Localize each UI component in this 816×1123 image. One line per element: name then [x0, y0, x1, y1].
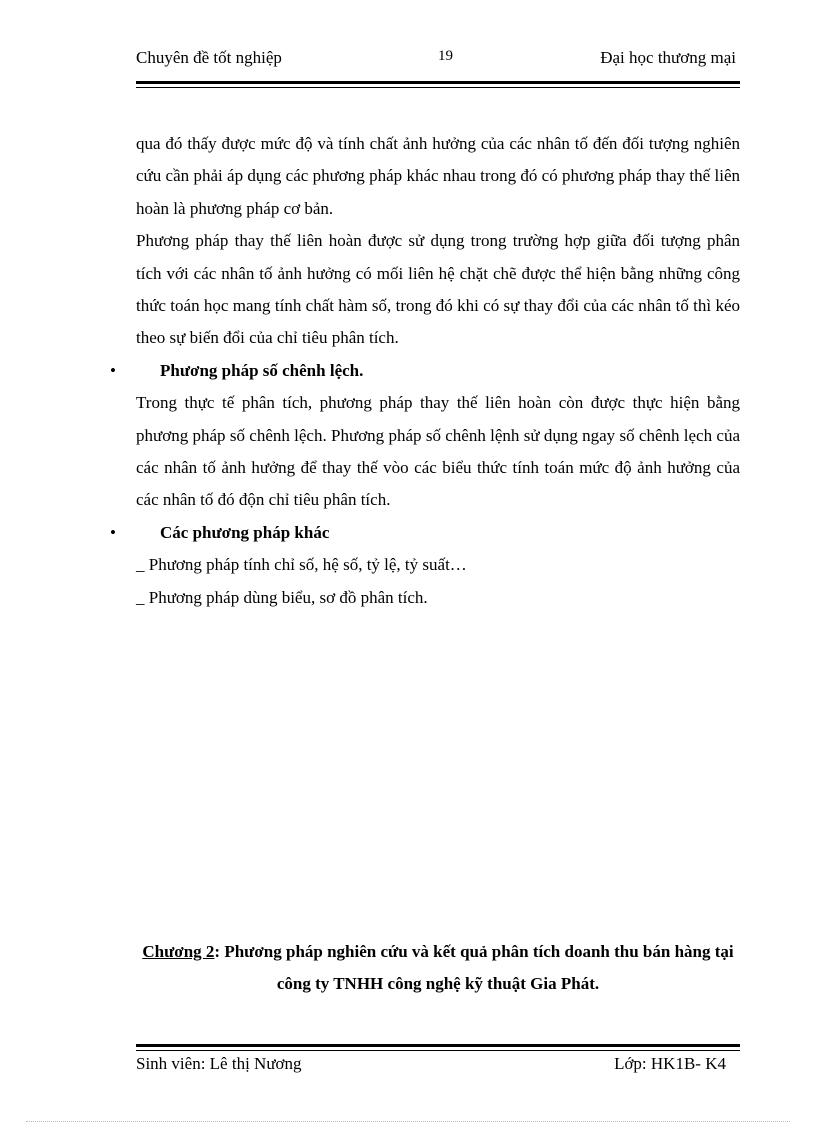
- bullet-icon: •: [110, 360, 116, 380]
- header-right-text: Đại học thương mại: [600, 48, 736, 67]
- bullet-heading-2-text: Các phương pháp khác: [160, 522, 330, 542]
- page-number: 19: [438, 48, 453, 64]
- list-item-1: _ Phương pháp tính chỉ số, hệ số, tỷ lệ, tỷ suất…: [136, 555, 467, 575]
- footer-student: Sinh viên: Lê thị Nương: [136, 1054, 302, 1073]
- paragraph-1: qua đó thấy được mức độ và tính chất ảnh hưởng của các nhân tố đến đối tượng nghiên cứu cần phải áp dụng các phương pháp khác nhau trong đó có phương pháp thay thế liên hoàn là phương pháp cơ bản.: [136, 134, 740, 218]
- paragraph-2: Phương pháp thay thế liên hoàn được sử dụng trong trường hợp giữa đối tượng phân tích với các nhân tố ảnh hưởng có mối liên hệ chặt chẽ được thể hiện bằng những công thức toán học mang tính chất hàm số, trong đó khi có sự thay đổi của các nhân tố thì kéo theo sự biến đổi của chỉ tiêu phân tích.: [136, 231, 740, 348]
- chapter-heading: [136, 936, 740, 1000]
- footer-class: Lớp: HK1B- K4: [614, 1054, 726, 1073]
- header-left-text: Chuyên đề tốt nghiệp: [136, 48, 282, 67]
- footer-rule: [136, 1044, 740, 1051]
- bullet-icon: •: [110, 522, 116, 542]
- bullet-heading-1: [110, 355, 740, 387]
- chapter-label: Chương 2: [142, 942, 215, 961]
- page-bottom-dotted-line: [26, 1121, 790, 1122]
- header-rule: [136, 81, 740, 88]
- body-content: [110, 128, 740, 614]
- paragraph-3: Trong thực tế phân tích, phương pháp thay thế liên hoàn còn được thực hiện bằng phương pháp số chênh lệch. Phương pháp số chênh lệnh sử dụng ngay số chênh lẹch của các nhân tố ảnh hưởng để thay thế vòo các biểu thức tính toán mức độ ảnh hưởng của các nhân tố đó độn chỉ tiêu phân tích.: [136, 393, 740, 510]
- chapter-separator: :: [214, 942, 221, 961]
- page-header: [136, 48, 740, 72]
- bullet-heading-2: [110, 517, 740, 549]
- bullet-heading-1-text: Phương pháp số chênh lệch.: [160, 360, 364, 380]
- chapter-title: Phương pháp nghiên cứu và kết quả phân tích doanh thu bán hàng tại công ty TNHH công nghệ kỹ thuật Gia Phát.: [220, 942, 734, 993]
- list-item-2: _ Phương pháp dùng biểu, sơ đồ phân tích.: [136, 587, 428, 607]
